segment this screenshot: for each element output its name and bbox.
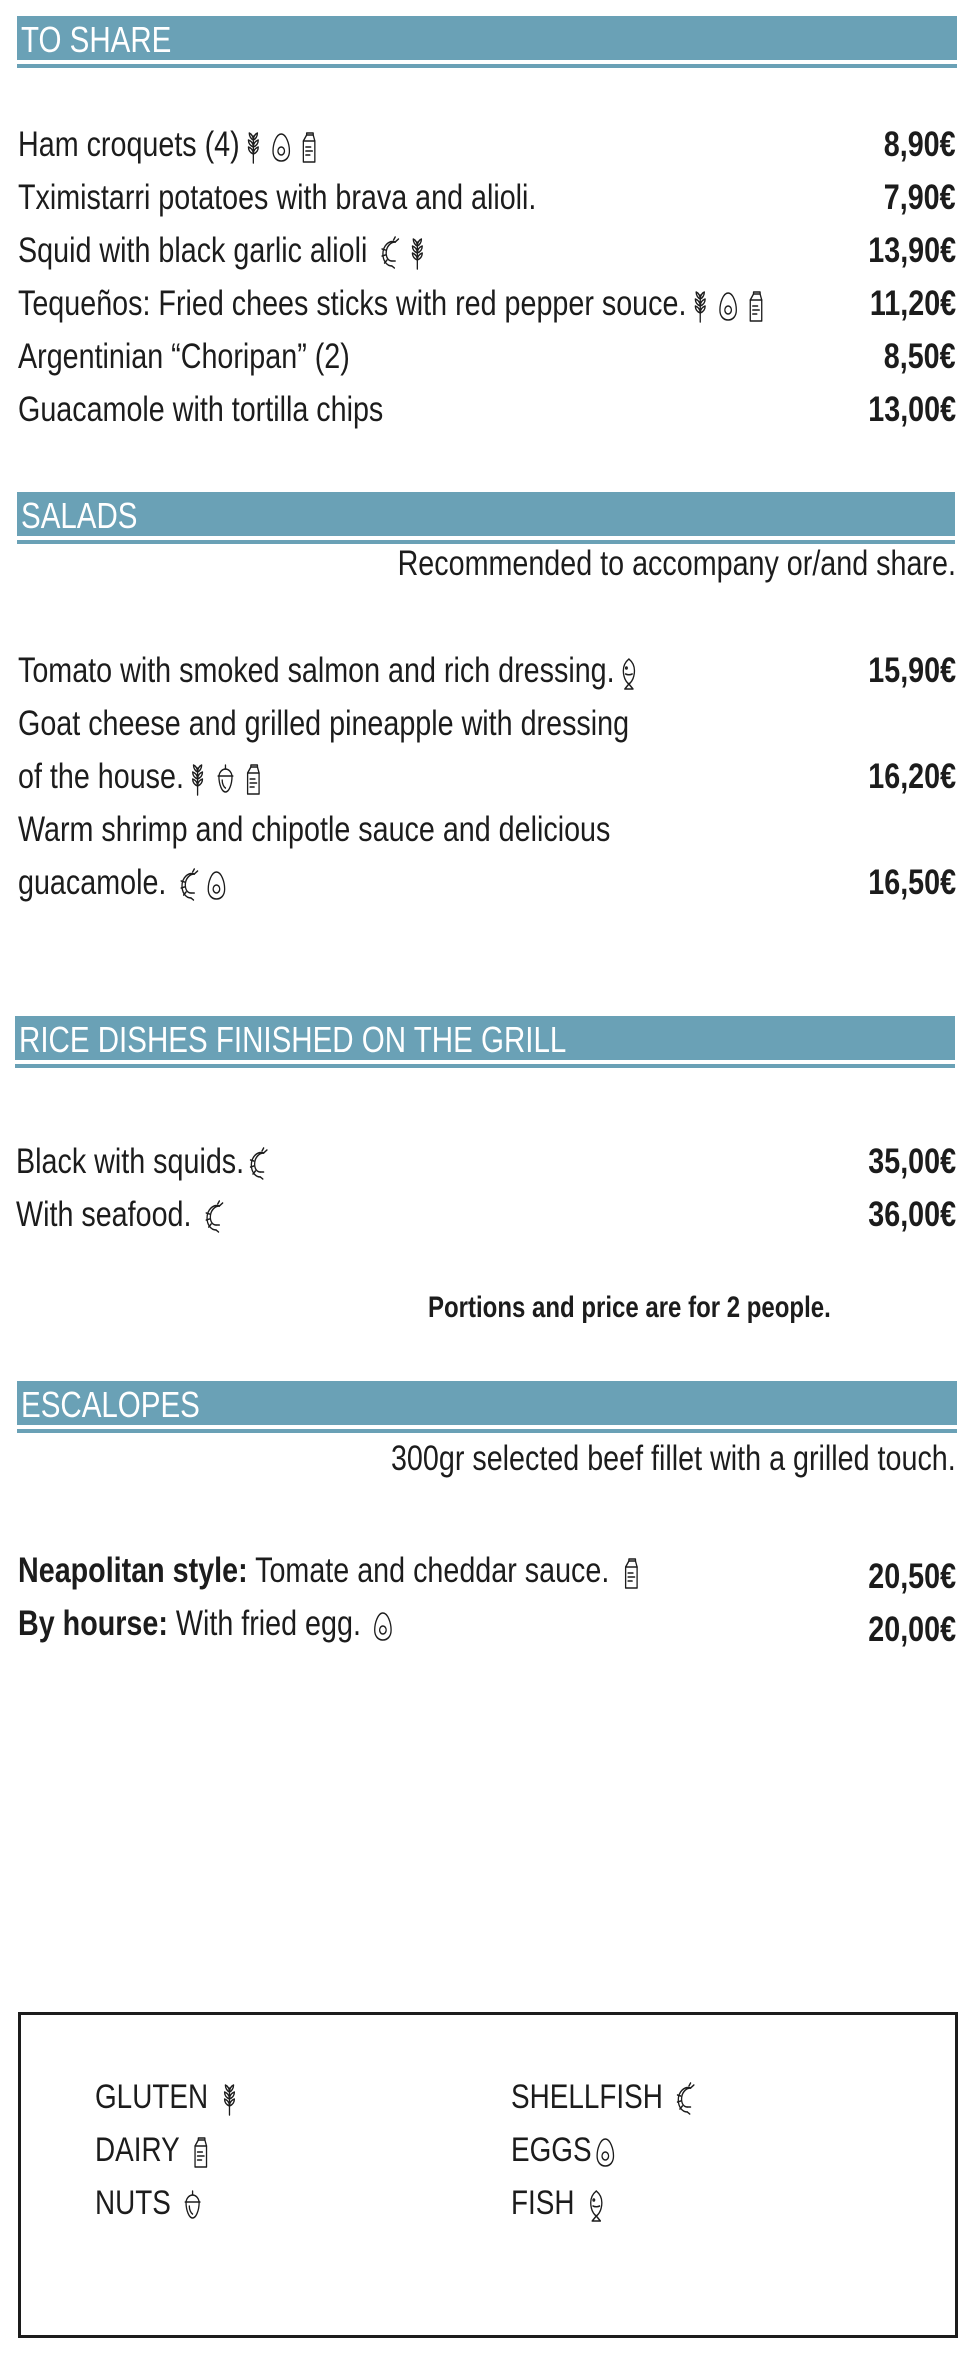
item-price: 20,00€ [868, 1610, 956, 1649]
item-price: 8,90€ [884, 125, 956, 164]
menu-item-line [18, 808, 956, 852]
menu-item [18, 176, 956, 220]
allergen-legend [18, 2012, 958, 2338]
item-style: Neapolitan style: [18, 1551, 248, 1590]
legend-item-shellfish: SHELLFISH [511, 2075, 698, 2119]
menu-item [18, 1549, 956, 1596]
item-name: Squid with black garlic alioli [18, 231, 368, 270]
item-name: Black with squids. [16, 1142, 245, 1181]
legend-item-fish: FISH [511, 2181, 610, 2225]
item-price: 16,20€ [868, 757, 956, 796]
item-name: Guacamole with tortilla chips [18, 390, 384, 429]
dairy-icon [190, 2135, 211, 2169]
shellfish-icon [247, 1147, 268, 1181]
menu-item [18, 861, 956, 905]
menu-item [18, 755, 956, 799]
gluten-icon [407, 236, 428, 270]
egg-icon [372, 1609, 393, 1643]
menu-item [18, 123, 956, 167]
egg-icon [271, 130, 292, 164]
shellfish-icon [379, 236, 400, 270]
shellfish-icon [674, 2082, 695, 2116]
item-name: Ham croquets (4) [18, 125, 240, 164]
item-price: 20,50€ [868, 1557, 956, 1596]
item-price: 15,90€ [868, 651, 956, 690]
section-header-escalopes [17, 1381, 957, 1429]
item-price: 36,00€ [868, 1195, 956, 1234]
legend-item-gluten: GLUTEN [95, 2075, 244, 2119]
item-name: of the house. [18, 757, 184, 796]
section-header-to-share [17, 16, 957, 64]
item-name: Goat cheese and grilled pineapple with dressing [18, 704, 630, 743]
section-note: Portions and price are for 2 people. [428, 1291, 831, 1324]
section-note: Recommended to accompany or/and share. [397, 544, 956, 583]
item-name: Tomato with smoked salmon and rich dressing. [18, 651, 615, 690]
section-title: RICE DISHES FINISHED ON THE GRILL [19, 1019, 567, 1060]
item-name: Argentinian “Choripan” (2) [18, 337, 350, 376]
item-price: 35,00€ [868, 1142, 956, 1181]
item-price: 11,20€ [869, 284, 956, 323]
section-note: 300gr selected beef fillet with a grilled touch. [391, 1439, 956, 1478]
fish-icon [586, 2188, 607, 2222]
menu-item [16, 1193, 956, 1237]
item-price: 16,50€ [868, 863, 956, 902]
menu-item [18, 282, 956, 326]
gluten-icon [219, 2082, 240, 2116]
egg-icon [206, 868, 227, 902]
nuts-icon [215, 762, 236, 796]
dairy-icon [299, 130, 320, 164]
menu-item [18, 388, 956, 432]
item-style: By hourse: [18, 1604, 168, 1643]
dairy-icon [243, 762, 264, 796]
item-price: 8,50€ [884, 337, 956, 376]
menu-item [18, 649, 956, 693]
fish-icon [618, 656, 639, 690]
shellfish-icon [178, 868, 199, 902]
menu-item [18, 229, 956, 273]
item-name: Tequeños: Fried chees sticks with red pepper souce. [18, 284, 687, 323]
dairy-icon [621, 1556, 642, 1590]
item-name: Warm shrimp and chipotle sauce and delicious [18, 810, 611, 849]
nuts-icon [182, 2188, 203, 2222]
item-name: Tximistarri potatoes with brava and alioli. [18, 178, 537, 217]
item-name: With fried egg. [167, 1604, 361, 1643]
section-header-rice [15, 1016, 955, 1064]
menu-item-line [18, 702, 956, 746]
legend-item-nuts: NUTS [95, 2181, 207, 2225]
egg-icon [595, 2135, 616, 2169]
gluten-icon [690, 289, 711, 323]
section-title: SALADS [21, 495, 138, 536]
menu-item [18, 335, 956, 379]
item-price: 7,90€ [884, 178, 956, 217]
menu-item [18, 1602, 956, 1649]
item-price: 13,00€ [868, 390, 956, 429]
legend-item-eggs: EGGS [511, 2128, 619, 2172]
egg-icon [718, 289, 739, 323]
item-name: Tomate and cheddar sauce. [247, 1551, 610, 1590]
item-name: With seafood. [16, 1195, 192, 1234]
section-title: ESCALOPES [21, 1384, 200, 1425]
shellfish-icon [203, 1200, 224, 1234]
section-header-salads [17, 492, 955, 540]
section-title: TO SHARE [21, 19, 172, 60]
item-name: guacamole. [18, 863, 167, 902]
gluten-icon [187, 762, 208, 796]
menu-item [16, 1140, 956, 1184]
item-price: 13,90€ [868, 231, 956, 270]
dairy-icon [745, 289, 766, 323]
legend-item-dairy: DAIRY [95, 2128, 215, 2172]
gluten-icon [243, 130, 264, 164]
